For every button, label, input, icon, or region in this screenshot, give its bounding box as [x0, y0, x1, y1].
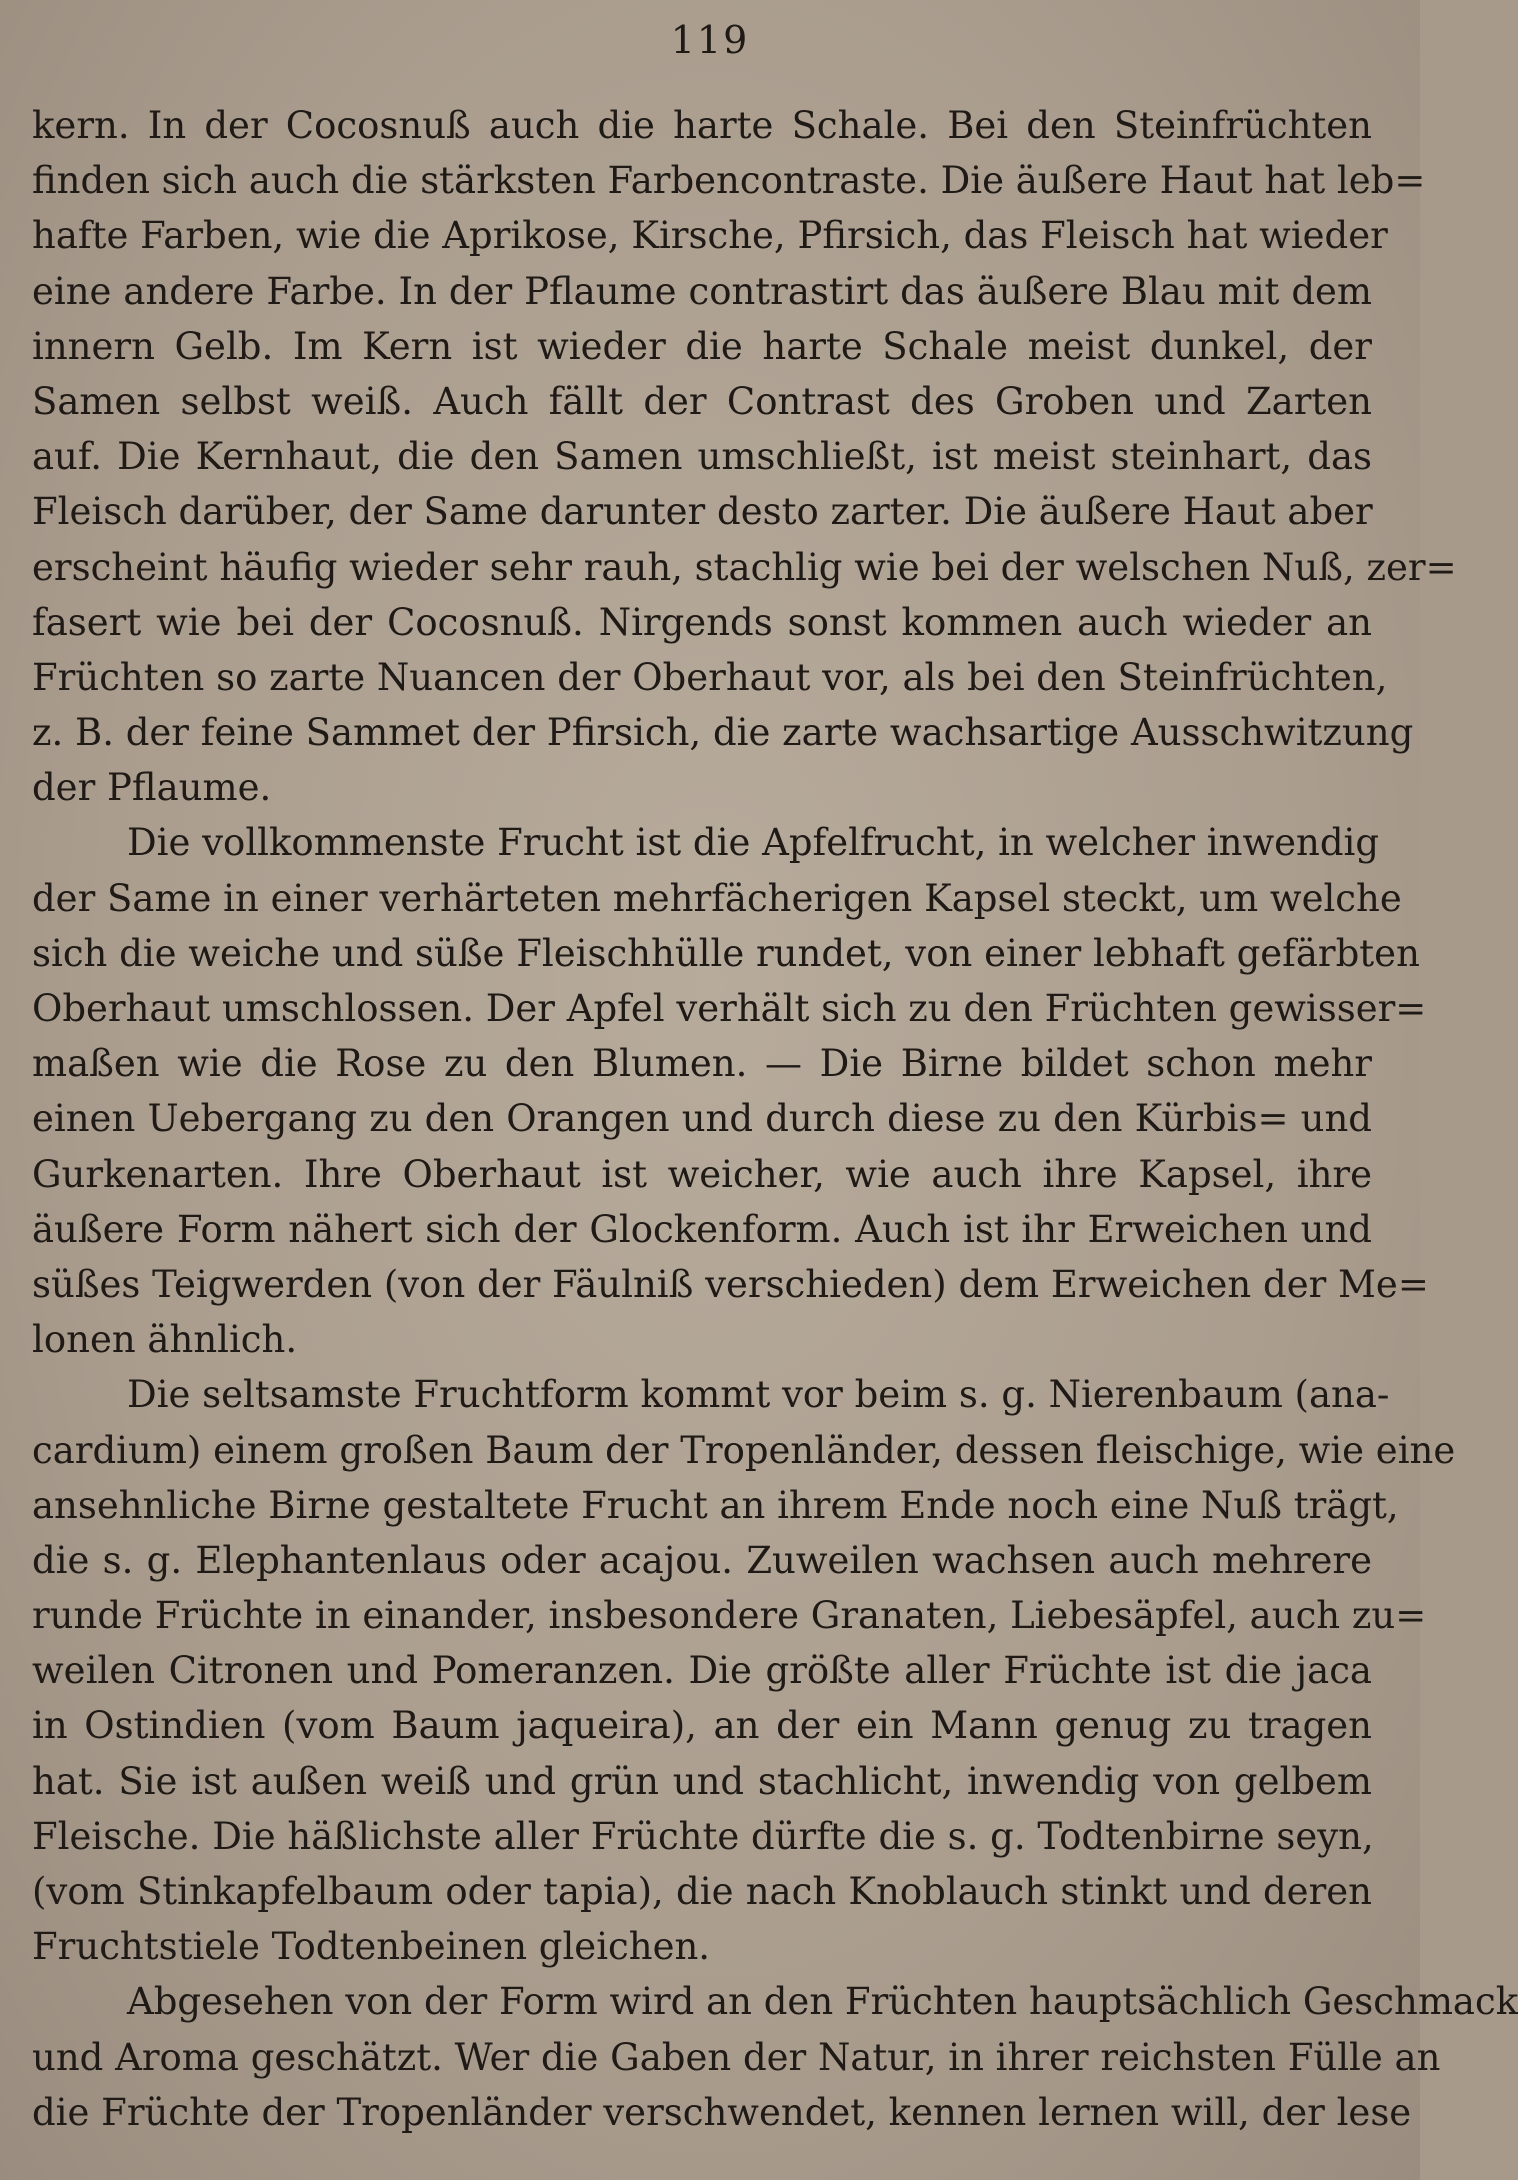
text-line: fasert wie bei der Cocosnuß. Nirgends sonst kommen auch wieder an [32, 600, 1372, 644]
text-line: ansehnliche Birne gestaltete Frucht an ihrem Ende noch eine Nuß trägt, [32, 1483, 1399, 1527]
text-line: sich die weiche und süße Fleischhülle rundet, von einer lebhaft gefärbten [32, 931, 1420, 975]
text-line: innern Gelb. Im Kern ist wieder die harte Schale meist dunkel, der [32, 324, 1372, 368]
text-line: Gurkenarten. Ihre Oberhaut ist weicher, wie auch ihre Kapsel, ihre [32, 1152, 1372, 1196]
text-line: kern. In der Cocosnuß auch die harte Schale. Bei den Steinfrüchten [32, 104, 1372, 147]
text-line: Früchten so zarte Nuancen der Oberhaut vor, als bei den Steinfrüchten, [32, 655, 1388, 699]
text-line: die s. g. Elephantenlaus oder acajou. Zuweilen wachsen auch mehrere [32, 1538, 1372, 1582]
text-line: in Ostindien (vom Baum jaqueira), an der ein Mann genug zu tragen [32, 1704, 1372, 1748]
text-line: einen Uebergang zu den Orangen und durch diese zu den Kürbis= und [32, 1097, 1372, 1141]
text-line: Oberhaut umschlossen. Der Apfel verhält sich zu den Früchten gewisser= [32, 987, 1427, 1030]
text-line: Fruchtstiele Todtenbeinen gleichen. [32, 1925, 711, 1969]
text-line: Die seltsamste Fruchtform kommt vor beim s. g. Nierenbaum (ana- [127, 1373, 1390, 1417]
text-line: Fleische. Die häßlichste aller Früchte dürfte die s. g. Todtenbirne seyn, [32, 1814, 1374, 1858]
text-line: erscheint häufig wieder sehr rauh, stachlig wie bei der welschen Nuß, zer= [32, 545, 1457, 589]
text-line: runde Früchte in einander, insbesondere Granaten, Liebesäpfel, auch zu= [32, 1594, 1427, 1638]
text-line: der Pflaume. [32, 766, 272, 810]
text-line: Die vollkommenste Frucht ist die Apfelfrucht, in welcher inwendig [127, 821, 1380, 865]
text-line: cardium) einem großen Baum der Tropenländer, dessen fleischige, wie eine [32, 1428, 1456, 1472]
text-line: Samen selbst weiß. Auch fällt der Contrast des Groben und Zarten [32, 379, 1372, 423]
text-line: der Same in einer verhärteten mehrfächerigen Kapsel steckt, um welche [32, 876, 1402, 920]
text-line: z. B. der feine Sammet der Pfirsich, die zarte wachsartige Ausschwitzung [32, 711, 1414, 755]
text-line: weilen Citronen und Pomeranzen. Die größte aller Früchte ist die jaca [32, 1649, 1372, 1693]
text-line: äußere Form nähert sich der Glockenform. Auch ist ihr Erweichen und [32, 1207, 1372, 1251]
text-line: auf. Die Kernhaut, die den Samen umschließt, ist meist steinhart, das [32, 435, 1372, 479]
text-line: Abgesehen von der Form wird an den Früchten hauptsächlich Geschmack [127, 1980, 1518, 2024]
text-line: hat. Sie ist außen weiß und grün und stachlicht, inwendig von gelbem [32, 1759, 1372, 1803]
text-line: maßen wie die Rose zu den Blumen. — Die Birne bildet schon mehr [32, 1042, 1372, 1086]
text-line: finden sich auch die stärksten Farbencontraste. Die äußere Haut hat leb= [32, 159, 1426, 203]
text-line: hafte Farben, wie die Aprikose, Kirsche, Pfirsich, das Fleisch hat wieder [32, 214, 1388, 258]
text-line: eine andere Farbe. In der Pflaume contrastirt das äußere Blau mit dem [32, 269, 1372, 313]
text-line: süßes Teigwerden (von der Fäulniß verschieden) dem Erweichen der Me= [32, 1262, 1429, 1306]
text-line: (vom Stinkapfelbaum oder tapia), die nach Knoblauch stinkt und deren [32, 1870, 1372, 1913]
text-line: Fleisch darüber, der Same darunter desto zarter. Die äußere Haut aber [32, 490, 1373, 534]
body-text [32, 98, 1518, 2140]
text-line: die Früchte der Tropenländer verschwendet, kennen lernen will, der lese [32, 2090, 1412, 2134]
page-number: 119 [670, 18, 750, 62]
text-line: und Aroma geschätzt. Wer die Gaben der Natur, in ihrer reichsten Fülle an [32, 2035, 1441, 2079]
text-line: lonen ähnlich. [32, 1318, 298, 1362]
